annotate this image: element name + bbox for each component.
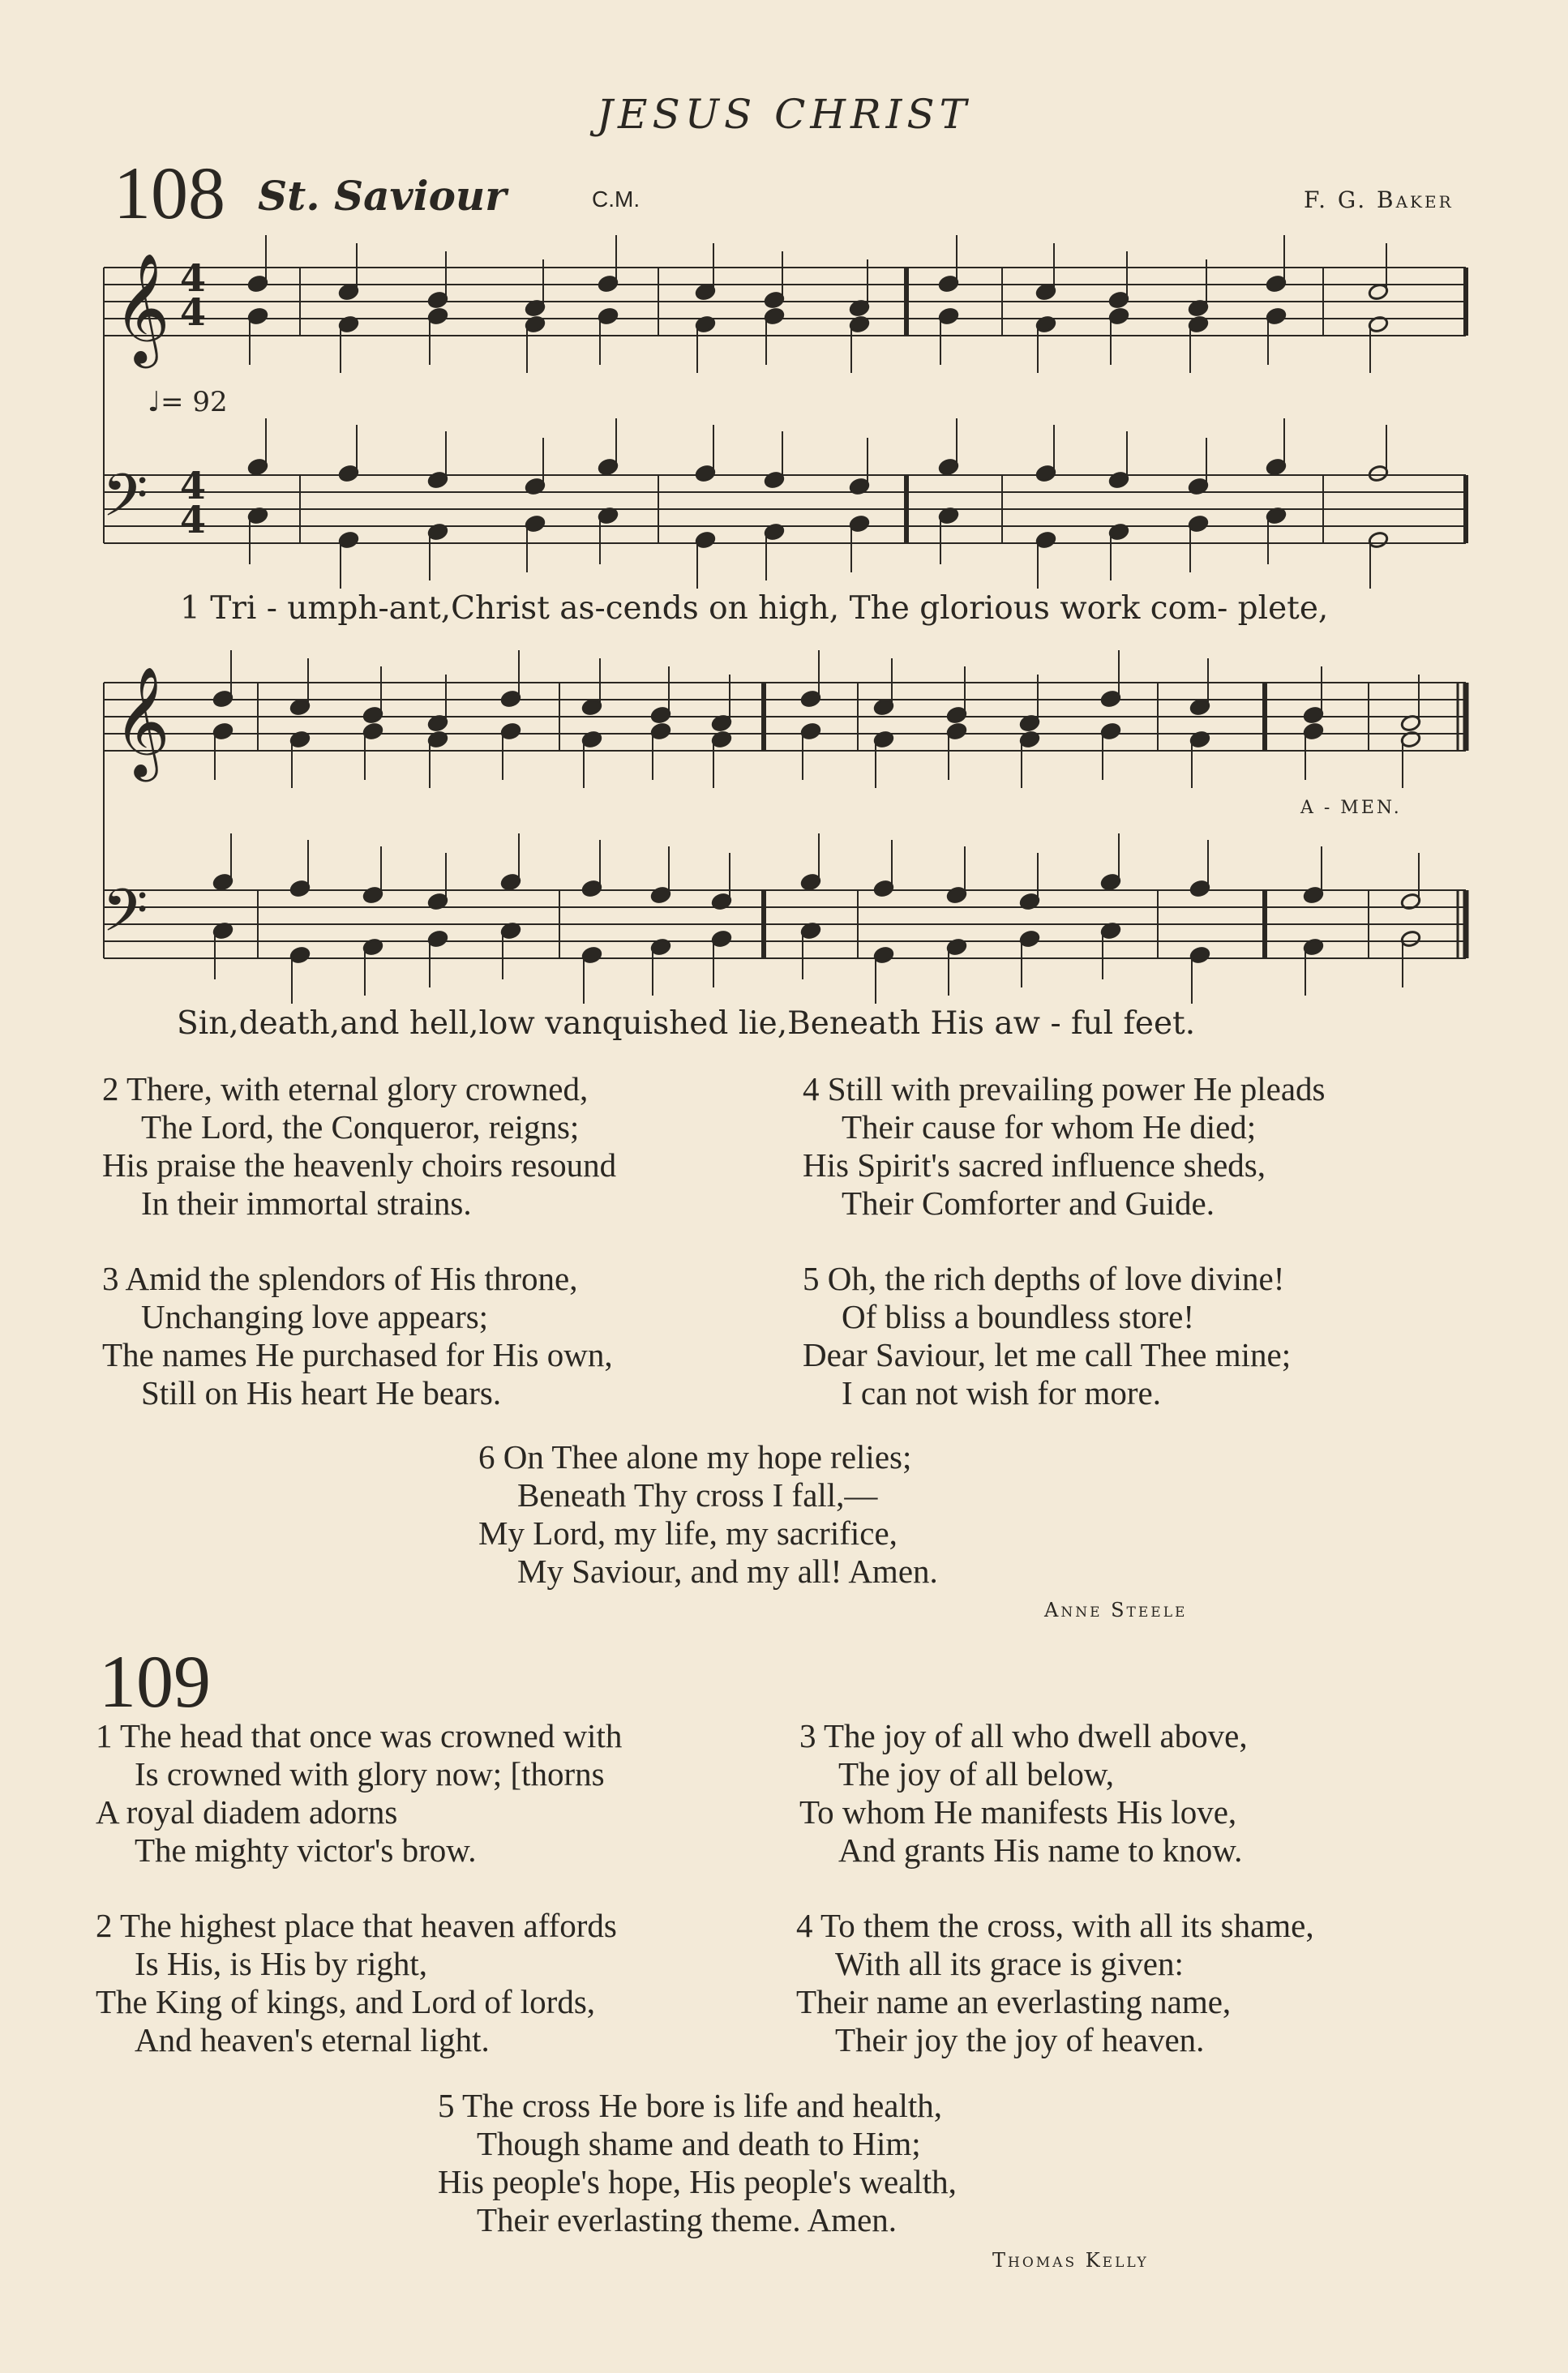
time-sig-top: 4 [180, 256, 207, 300]
treble-clef-1: 𝄞 [114, 251, 170, 363]
verse-line: His praise the heavenly choirs resound [102, 1146, 617, 1184]
verse-line: Unchanging love appears; [141, 1298, 489, 1335]
verse-108-5 [803, 1260, 1291, 1412]
time-sig-bottom: 4 [180, 498, 207, 542]
verse-line: 2 There, with eternal glory crowned, [102, 1070, 589, 1107]
verse-line: And heaven's eternal light. [135, 2021, 490, 2058]
verse-line: His people's hope, His people's wealth, [438, 2163, 957, 2200]
verse-line: His Spirit's sacred influence sheds, [803, 1146, 1266, 1184]
treble-clef-2: 𝄞 [114, 665, 170, 777]
verse-line: The Lord, the Conqueror, reigns; [141, 1108, 580, 1146]
verse-109-5 [438, 2087, 957, 2239]
verse-line: Is crowned with glory now; [thorns [135, 1755, 605, 1793]
time-sig-top: 4 [180, 464, 207, 508]
meter: C.M. [592, 186, 640, 212]
author-108: Anne Steele [1044, 1599, 1188, 1621]
verse-109-2 [96, 1907, 617, 2059]
bass-clef-1: 𝄢 [102, 460, 148, 544]
author-109: Thomas Kelly [992, 2249, 1149, 2272]
verse-line: Still on His heart He bears. [141, 1374, 502, 1411]
verse-line: 5 Oh, the rich depths of love divine! [803, 1260, 1285, 1297]
verse-line: I can not wish for more. [842, 1374, 1161, 1411]
verse-line: Though shame and death to Him; [477, 2125, 921, 2162]
system1-bass-staff [104, 475, 1466, 543]
hymn-109-number: 109 [99, 1640, 211, 1723]
verse-108-2 [102, 1070, 616, 1223]
verse-line: To whom He manifests His love, [799, 1793, 1237, 1831]
verse-line: Beneath Thy cross I fall,— [517, 1476, 878, 1514]
verse-line: 6 On Thee alone my hope relies; [478, 1438, 912, 1476]
verse-line: My Saviour, and my all! Amen. [517, 1553, 938, 1590]
verse-line: 4 To them the cross, with all its shame, [796, 1907, 1314, 1944]
time-sig-bottom: 4 [180, 290, 207, 334]
verse-line: And grants His name to know. [838, 1831, 1243, 1869]
verse-109-3 [799, 1717, 1248, 1870]
verse-line: 3 Amid the splendors of His throne, [102, 1260, 578, 1297]
amen-label: A - MEN. [1300, 798, 1402, 818]
verse-line: The names He purchased for His own, [102, 1336, 613, 1373]
verse-line: 3 The joy of all who dwell above, [799, 1717, 1248, 1754]
system1-treble-staff [104, 268, 1466, 336]
verse-108-3 [102, 1260, 613, 1412]
verse-line: Is His, is His by right, [135, 1945, 428, 1982]
tempo-mark [148, 386, 228, 418]
verse-line: In their immortal strains. [141, 1184, 472, 1222]
verse-line: The joy of all below, [838, 1755, 1115, 1793]
verse-line: Their cause for whom He died; [842, 1108, 1257, 1146]
verse-line: 4 Still with prevailing power He pleads [803, 1070, 1326, 1107]
verse-line: 5 The cross He bore is life and health, [438, 2087, 943, 2124]
music-score [0, 0, 1568, 1013]
time-signature-treble [180, 256, 207, 334]
section-title: JESUS CHRIST [597, 91, 971, 138]
verse-108-4 [803, 1070, 1326, 1223]
verse-line: With all its grace is given: [835, 1945, 1184, 1982]
verse-line: The King of kings, and Lord of lords, [96, 1983, 596, 2020]
verse-line: The mighty victor's brow. [135, 1831, 477, 1869]
lyric-line-1: 1 Tri - umph-ant,Christ as-cends on high, The glorious work com- plete, [180, 590, 1329, 627]
verse-line: Their joy the joy of heaven. [835, 2021, 1205, 2058]
time-signature-bass [180, 464, 207, 542]
verse-line: 2 The highest place that heaven affords [96, 1907, 617, 1944]
verse-line: My Lord, my life, my sacrifice, [478, 1514, 898, 1552]
verse-109-4 [796, 1907, 1314, 2059]
verse-line: 1 The head that once was crowned with [96, 1717, 623, 1754]
verse-line: Dear Saviour, let me call Thee mine; [803, 1336, 1292, 1373]
verse-line: A royal diadem adorns [96, 1793, 398, 1831]
tempo-value: = 92 [161, 386, 228, 418]
verse-108-6 [478, 1438, 938, 1591]
bass-clef-2: 𝄢 [102, 876, 148, 959]
lyric-line-2: Sin,death,and hell,low vanquished lie,Beneath His aw - ful feet. [177, 1005, 1196, 1042]
quarter-note-icon: ♩ [148, 386, 161, 418]
verse-line: Their Comforter and Guide. [842, 1184, 1215, 1222]
tune-name: St. Saviour [258, 172, 507, 220]
verse-line: Of bliss a boundless store! [842, 1298, 1195, 1335]
system2-bass-staff [104, 890, 1466, 958]
verse-line: Their everlasting theme. Amen. [477, 2201, 898, 2238]
composer: F. G. Baker [1304, 186, 1454, 213]
hymn-108-number: 108 [114, 152, 225, 234]
verse-109-1 [96, 1717, 622, 1870]
verse-line: Their name an everlasting name, [796, 1983, 1232, 2020]
